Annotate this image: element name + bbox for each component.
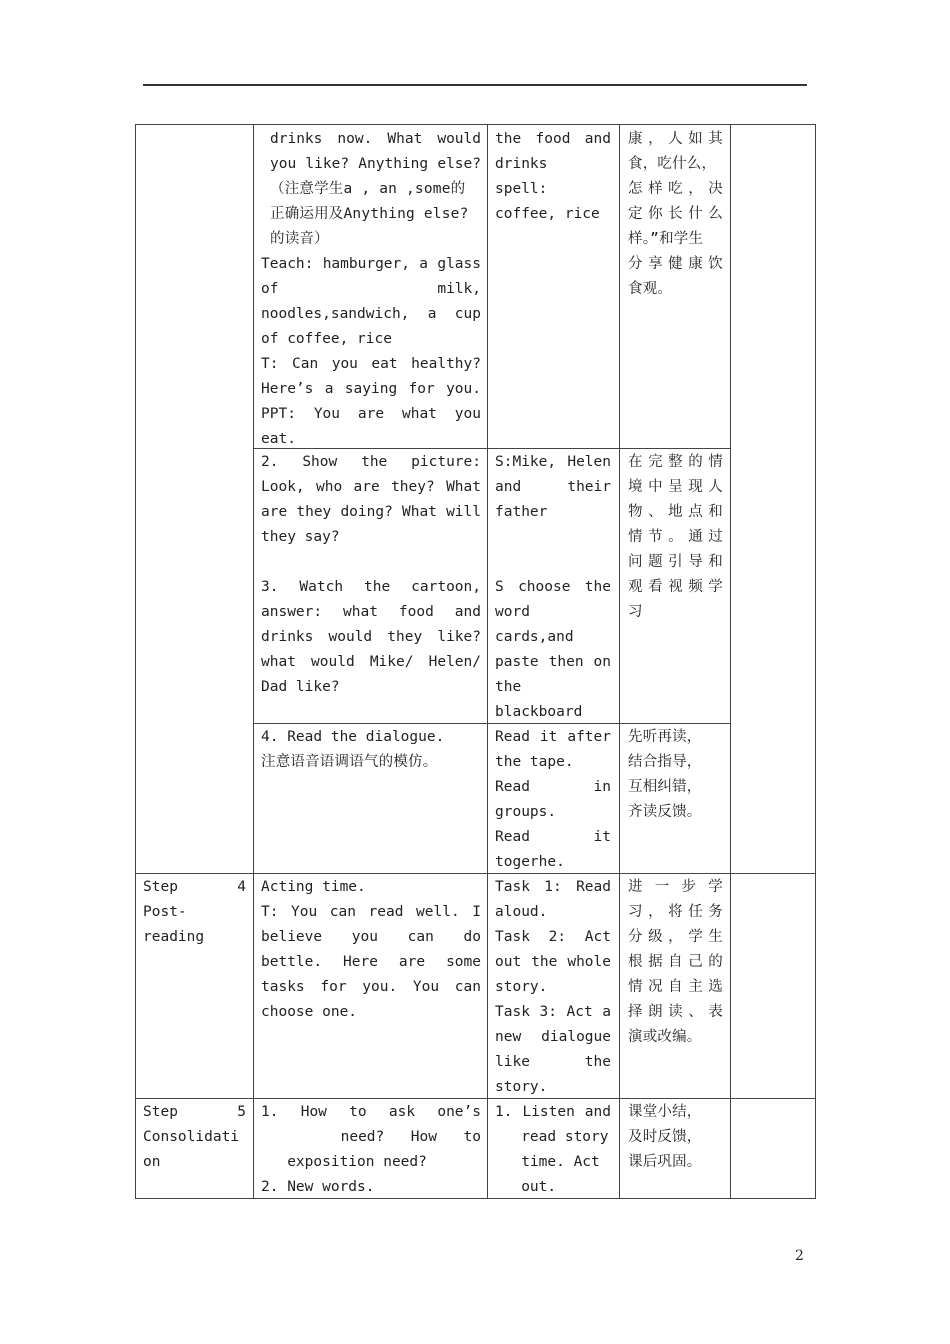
student-activity-cell	[495, 127, 611, 227]
cell-line: reading	[143, 929, 205, 945]
activity-cell	[261, 1100, 481, 1200]
cell-line: （注意学生a , an ,some的	[270, 181, 466, 197]
column-divider	[619, 124, 620, 1199]
cell-line: Read in	[495, 779, 611, 795]
cell-line: 在完整的情	[628, 454, 723, 470]
cell-line: 先听再读，	[628, 729, 702, 745]
cell-line: spell:	[495, 181, 548, 197]
intent-cell	[628, 875, 723, 1050]
cell-line	[495, 550, 611, 575]
cell-line: Read it after	[495, 729, 611, 745]
cell-line: coffee, rice	[495, 206, 600, 222]
cell-line: Post-	[143, 904, 187, 920]
cell-line: drinks would they like?	[261, 629, 481, 645]
cell-line: 1. How to ask one’s	[261, 1104, 481, 1120]
cell-line: they say?	[261, 529, 340, 545]
cell-line: 正确运用及Anything else?	[270, 206, 469, 222]
cell-line: 2. Show the picture:	[261, 454, 481, 470]
column-divider	[730, 124, 731, 1199]
table-border-left	[135, 124, 136, 1199]
cell-line	[261, 550, 481, 575]
intent-cell	[628, 725, 723, 825]
cell-line: Look, who are they? What	[261, 479, 481, 495]
cell-line: T: You can read well. I	[261, 904, 481, 920]
activity-cell	[261, 450, 481, 700]
cell-line: 择朗读、表	[628, 1004, 723, 1020]
cell-line: 情况自主选	[628, 979, 723, 995]
cell-line: 的读音）	[270, 231, 329, 247]
row-divider	[135, 1098, 816, 1099]
cell-line: of coffee, rice	[261, 331, 392, 347]
cell-line: 1. Listen and	[495, 1104, 611, 1120]
cell-line: 物、地点和	[628, 504, 723, 520]
cell-line: 互相纠错，	[628, 779, 702, 795]
cell-line: answer: what food and	[261, 604, 481, 620]
cell-line: 结合指导，	[628, 754, 702, 770]
cell-line: aloud.	[495, 904, 548, 920]
cell-line: father	[495, 504, 548, 520]
cell-line	[495, 525, 611, 550]
cell-line: story.	[495, 979, 548, 995]
cell-line: 2. New words.	[261, 1179, 375, 1195]
cell-line: 课堂小结，	[628, 1104, 702, 1120]
cell-line: 分级，学生	[628, 929, 723, 945]
cell-line: 情节。通过	[628, 529, 723, 545]
cell-line: need? How to	[261, 1129, 481, 1145]
cell-line: out.	[495, 1179, 557, 1195]
cell-line: Acting time.	[261, 879, 366, 895]
step-cell	[143, 1100, 246, 1175]
step-cell	[143, 875, 246, 950]
cell-line: time. Act	[495, 1154, 600, 1170]
cell-line: 及时反馈，	[628, 1129, 702, 1145]
cell-line: 定你长什么	[628, 206, 723, 222]
cell-line: 4. Read the dialogue.	[261, 729, 445, 745]
cell-line: S:Mike, Helen	[495, 454, 611, 470]
row-divider	[253, 723, 731, 724]
row-divider	[135, 873, 816, 874]
cell-line: what would Mike/ Helen/	[261, 654, 481, 670]
cell-line: togerhe.	[495, 854, 565, 870]
cell-line: are they doing? What will	[261, 504, 481, 520]
cell-line: the food and	[495, 131, 611, 147]
column-divider	[253, 124, 254, 1199]
intent-cell	[628, 1100, 723, 1175]
student-activity-cell	[495, 450, 611, 725]
cell-line: 齐读反馈。	[628, 804, 702, 820]
cell-line: bettle. Here are some	[261, 954, 481, 970]
cell-line: believe you can do	[261, 929, 481, 945]
cell-line: Dad like?	[261, 679, 340, 695]
cell-line: 康，人如其	[628, 131, 723, 147]
cell-line: drinks now. What would	[270, 131, 481, 147]
page-number: 2	[795, 1248, 804, 1264]
cell-line: drinks	[495, 156, 548, 172]
cell-line: exposition need?	[261, 1154, 427, 1170]
cell-line: 问题引导和	[628, 554, 723, 570]
table-border-right	[815, 124, 816, 1199]
cell-line: Step 4	[143, 879, 246, 895]
student-activity-cell	[495, 875, 611, 1100]
cell-line: 食观。	[628, 281, 673, 297]
cell-line: 习	[628, 604, 643, 620]
cell-line: 观看视频学	[628, 579, 723, 595]
cell-line: new dialogue	[495, 1029, 611, 1045]
student-activity-cell	[495, 725, 611, 875]
lesson-plan-table	[135, 124, 816, 1199]
cell-line: paste then on	[495, 654, 611, 670]
intent-cell	[628, 127, 723, 302]
cell-line: you like? Anything else?	[270, 156, 481, 172]
cell-line: out the whole	[495, 954, 611, 970]
cell-line: 3. Watch the cartoon,	[261, 579, 481, 595]
cell-line: 怎样吃，决	[628, 181, 723, 197]
cell-line: choose one.	[261, 1004, 358, 1020]
cell-line: tasks for you. You can	[261, 979, 481, 995]
cell-line: word	[495, 604, 530, 620]
cell-line: 根据自己的	[628, 954, 723, 970]
cell-line: of milk,	[261, 281, 481, 297]
cell-line: the	[495, 679, 522, 695]
student-activity-cell	[495, 1100, 611, 1200]
cell-line: T: Can you eat healthy?	[261, 356, 481, 372]
cell-line: S choose the	[495, 579, 611, 595]
cell-line: Teach: hamburger, a glass	[261, 256, 481, 272]
activity-cell	[261, 725, 481, 775]
table-border-top	[135, 124, 816, 125]
cell-line: on	[143, 1154, 161, 1170]
cell-line: noodles,sandwich, a cup	[261, 306, 481, 322]
cell-line: Read it	[495, 829, 611, 845]
cell-line: 课后巩固。	[628, 1154, 702, 1170]
cell-line: blackboard	[495, 704, 583, 720]
cell-line: eat.	[261, 431, 296, 447]
cell-line: 演或改编。	[628, 1029, 702, 1045]
cell-line: Task 3: Act a	[495, 1004, 611, 1020]
cell-line: Here’s a saying for you.	[261, 381, 481, 397]
header-rule	[143, 84, 807, 86]
cell-line: Step 5	[143, 1104, 246, 1120]
cell-line: 样。”和学生	[628, 231, 704, 247]
cell-line: PPT: You are what you	[261, 406, 481, 422]
cell-line: like the	[495, 1054, 611, 1070]
cell-line: 分享健康饮	[628, 256, 723, 272]
column-divider	[487, 124, 488, 1199]
activity-cell	[261, 127, 481, 452]
cell-line: Task 2: Act	[495, 929, 611, 945]
cell-line: 习，将任务	[628, 904, 723, 920]
cell-line: the tape.	[495, 754, 574, 770]
intent-cell	[628, 450, 723, 625]
cell-line: 食，吃什么，	[628, 156, 717, 172]
cell-line: 注意语音语调语气的模仿。	[261, 754, 438, 770]
cell-line: 进一步学	[628, 879, 723, 895]
cell-line: Task 1: Read	[495, 879, 611, 895]
cell-line: cards,and	[495, 629, 574, 645]
activity-cell	[261, 875, 481, 1025]
cell-line: story.	[495, 1079, 548, 1095]
cell-line: and their	[495, 479, 611, 495]
cell-line: 境中呈现人	[628, 479, 723, 495]
cell-line: read story	[495, 1129, 609, 1145]
cell-line: groups.	[495, 804, 557, 820]
cell-line: Consolidati	[143, 1129, 240, 1145]
